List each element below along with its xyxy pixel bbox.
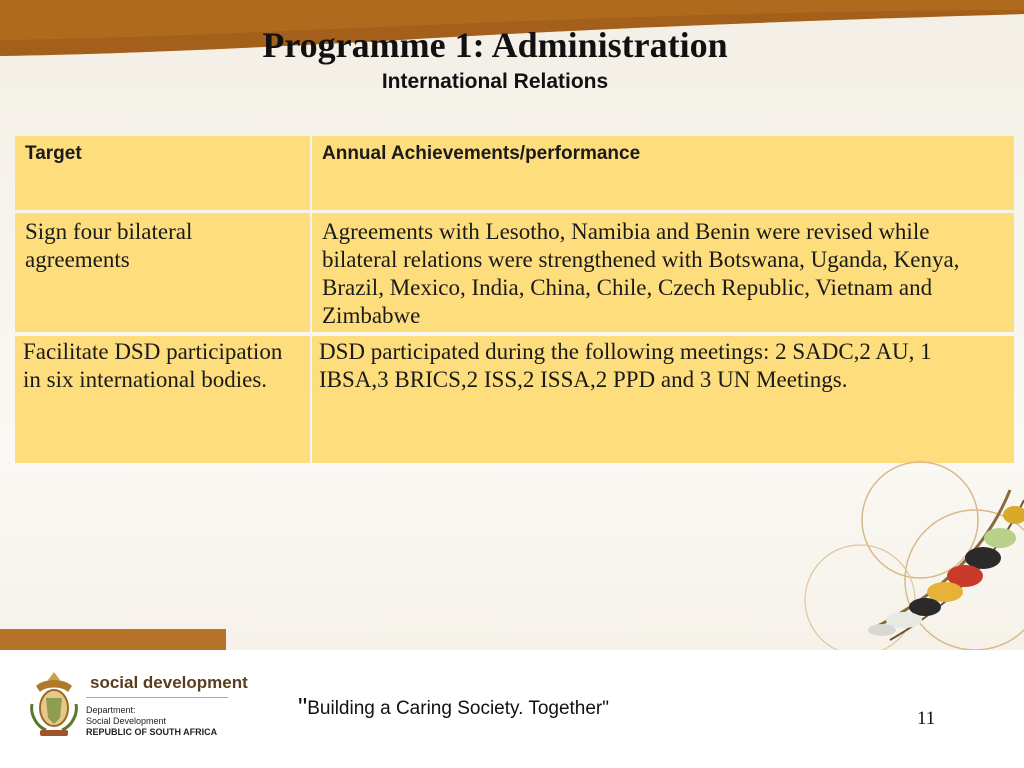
tagline [298,692,609,723]
table-row-1-achievement [312,213,1014,332]
brand-divider [86,697,228,698]
table-row-2-target [15,336,310,463]
header-label-target: Target [25,143,82,164]
table-header-achievements [312,136,1014,210]
header-label-achievements: Annual Achievements/performance [322,143,641,164]
brand-name: social development [90,673,248,692]
page-title: Programme 1: Administration [262,25,728,65]
row-2-target-text: Facilitate DSD participation in six international bodies. [23,339,283,392]
bottom-accent-bar [0,629,226,650]
dept-name: Social Development [86,716,167,726]
row-1-target-text: Sign four bilateral agreements [25,219,193,272]
beadwork-decoration [800,430,1024,650]
row-1-achievement-text: Agreements with Lesotho, Namibia and Benin were revised while bilateral relations were strengthened with Botswana, Uganda, Kenya, Brazil, Mexico, India, China, Chile, Czech Republic, Vietnam and Zimbabwe [322,219,960,328]
dept-label: Department: [86,705,136,715]
table-row-1-target [15,213,310,332]
row-2-achievement-text: DSD participated during the following meetings: 2 SADC,2 AU, 1 IBSA,3 BRICS,2 ISS,2 ISSA,2 PPD and 3 UN Meetings. [319,339,932,392]
tagline-text: Building a Caring Society. Together" [307,698,610,719]
page-number: 11 [917,708,936,729]
page-subtitle: International Relations [381,70,609,93]
dept-country: REPUBLIC OF SOUTH AFRICA [86,727,218,737]
table-header-target [15,136,310,210]
tagline-open-quote: " [298,692,308,722]
coat-of-arms-logo [24,668,84,740]
